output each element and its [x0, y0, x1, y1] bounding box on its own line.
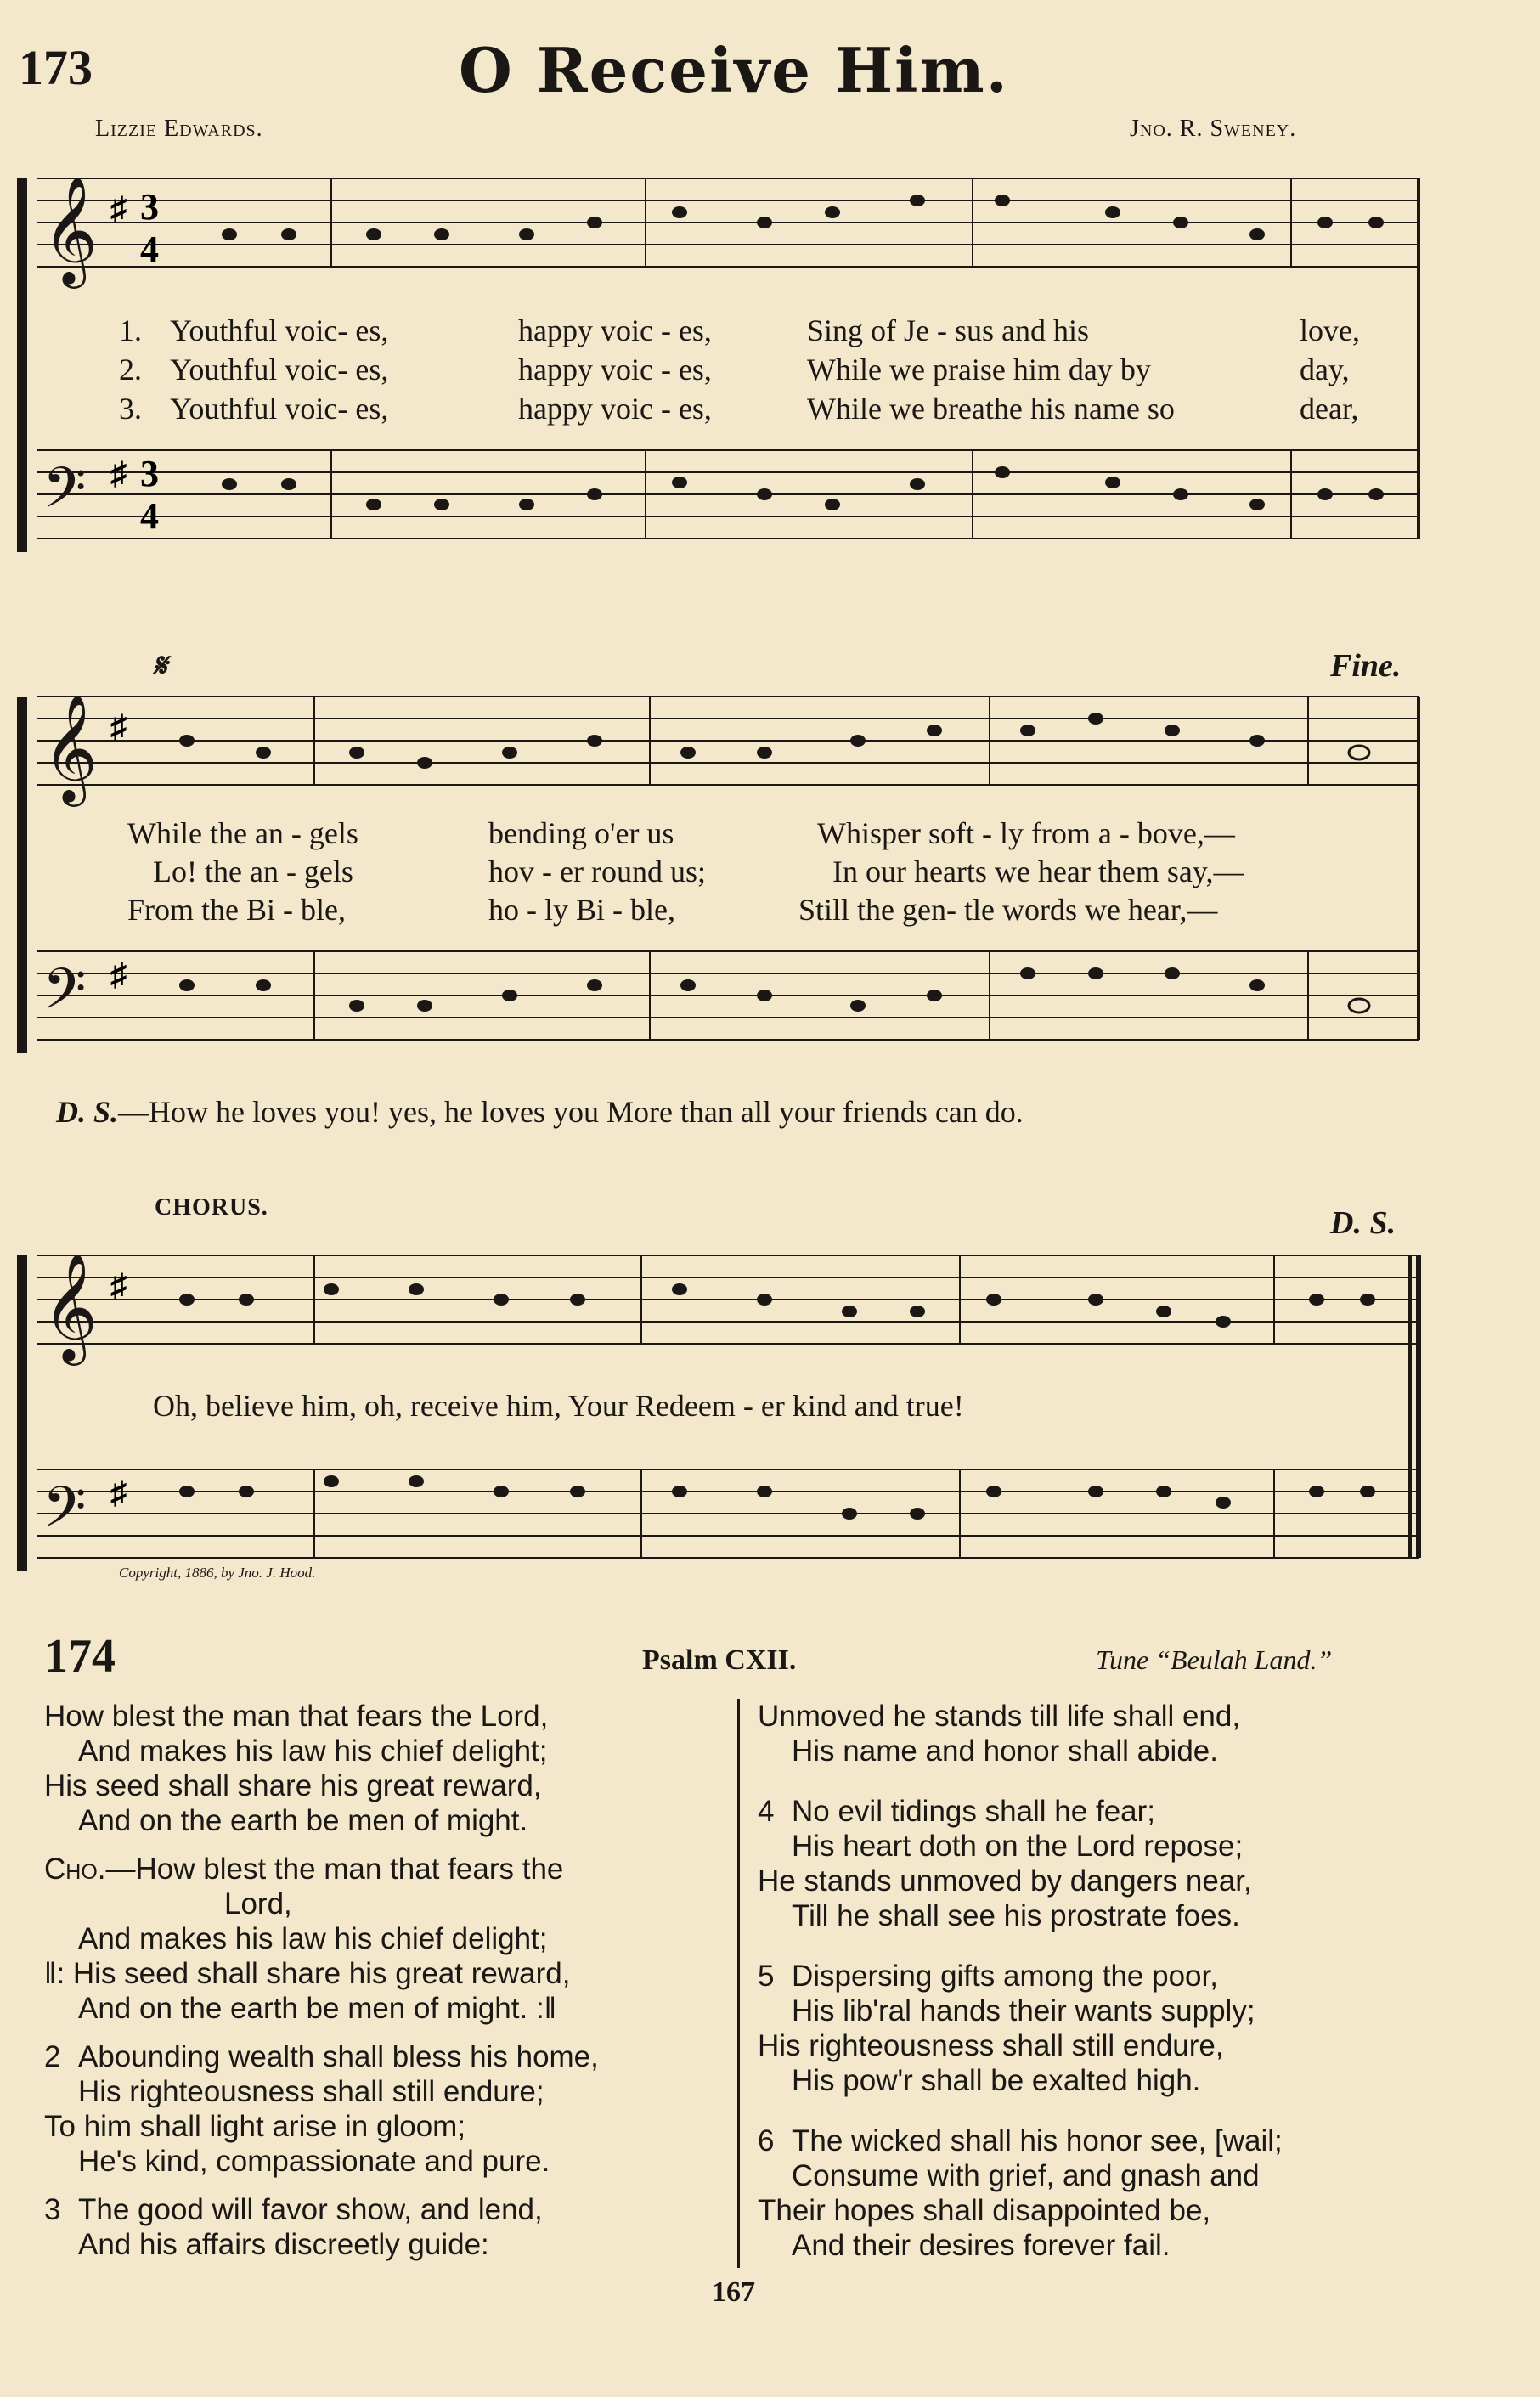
treble-clef-icon: 𝄞 — [42, 1252, 99, 1361]
system-1-noteheads — [222, 195, 1384, 510]
lyric-segment: happy voic - es, — [518, 352, 712, 386]
chorus-abbrev: Cho. — [44, 1853, 106, 1886]
page-number: 167 — [712, 2276, 755, 2308]
stanza-number: 6 — [758, 2124, 775, 2157]
verse-line: How blest the man that fears the Lord, — [44, 1700, 549, 1733]
verse-line: His name and honor shall abide. — [792, 1734, 1218, 1768]
bass-clef-icon: 𝄢 — [42, 455, 87, 534]
stanza-6 — [758, 2123, 1505, 2263]
lyric-segment: Whisper soft - ly from a - bove,— — [817, 816, 1235, 850]
tune-name: Tune “Beulah Land.” — [1096, 1644, 1333, 1675]
ds-prefix: D. S. — [56, 1095, 119, 1129]
verse-number: 2. — [119, 352, 142, 386]
copyright-notice: Copyright, 1886, by Jno. J. Hood. — [119, 1565, 316, 1581]
verse-line: He stands unmoved by dangers near, — [758, 1864, 1252, 1898]
verse-line: His seed shall share his great reward, — [44, 1769, 542, 1802]
treble-clef-icon: 𝄞 — [42, 175, 99, 284]
verse-line: And on the earth be men of might. — [78, 1804, 528, 1837]
lyric-segment: Youthful voic- es, — [170, 313, 389, 347]
key-sharp-icon: ♯ — [110, 709, 127, 745]
lyric-segment: bending o'er us — [488, 816, 674, 850]
stanza-5 — [758, 1959, 1505, 2098]
lyric-segment: In our hearts we hear them say,— — [832, 854, 1244, 888]
key-sharp-icon: ♯ — [110, 1268, 127, 1304]
lyric-segment: Sing of Je - sus and his — [807, 313, 1089, 347]
lyric-segment: dear, — [1300, 392, 1359, 426]
lyric-segment: While we breathe his name so — [807, 392, 1175, 426]
bass-key-sharp-icon: ♯ — [110, 957, 127, 993]
verse-line: The wicked shall his honor see, [wail; — [792, 2124, 1283, 2157]
treble-clef-icon: 𝄞 — [42, 693, 99, 802]
verse-line: Dispersing gifts among the poor, — [792, 1960, 1218, 1993]
ds-mark: D. S. — [1330, 1205, 1396, 1241]
bass-clef-icon: 𝄢 — [42, 956, 87, 1035]
verse-line: Lord, — [224, 1887, 292, 1920]
verse-number: 3. — [119, 392, 142, 426]
verse-line: And on the earth be men of might. :‖ — [78, 1992, 557, 2025]
verse-line: Till he shall see his prostrate foes. — [792, 1899, 1240, 1932]
verse-line: Unmoved he stands till life shall end, — [758, 1700, 1241, 1733]
stanza-number: 5 — [758, 1960, 775, 1993]
lyric-segment: hov - er round us; — [488, 854, 706, 888]
stanza-4 — [758, 1794, 1505, 1933]
verse-line: And makes his law his chief delight; — [78, 1922, 548, 1955]
stanza-2 — [44, 2039, 724, 2179]
verse-line: And makes his law his chief delight; — [78, 1734, 548, 1768]
lyric-segment: happy voic - es, — [518, 313, 712, 347]
stanza-3 — [44, 2192, 724, 2262]
verse-line: His righteousness shall still endure, — [758, 2029, 1224, 2062]
lyric-segment: ho - ly Bi - ble, — [488, 893, 675, 927]
lyricist-credit: Lizzie Edwards. — [95, 116, 263, 142]
lyric-segment: From the Bi - ble, — [127, 893, 346, 927]
verse-number: 1. — [119, 313, 142, 347]
lyric-segment: Youthful voic- es, — [170, 352, 389, 386]
bass-clef-icon: 𝄢 — [42, 1475, 87, 1554]
lyric-segment: Lo! the an - gels — [153, 854, 353, 888]
fine-mark: Fine. — [1330, 648, 1402, 684]
verse-line: —How blest the man that fears the — [105, 1853, 564, 1886]
lyric-segment: Still the gen- tle words we hear,— — [798, 893, 1218, 927]
verse-line: Their hopes shall disappointed be, — [758, 2194, 1211, 2227]
lyric-segment: While we praise him day by — [807, 352, 1151, 386]
segno-mark: 𝄋 — [153, 648, 167, 684]
verse-line: Abounding wealth shall bless his home, — [78, 2040, 599, 2073]
verse-line: His pow'r shall be exalted high. — [792, 2064, 1201, 2097]
bass-time-bottom: 4 — [140, 495, 159, 537]
verse-line: And his affairs discreetly guide: — [78, 2228, 489, 2261]
hymn-title: O Receive Him. — [459, 34, 1009, 106]
psalm-right-column — [758, 1699, 1505, 2263]
time-signature-top: 3 — [140, 186, 159, 228]
verse-line: He's kind, compassionate and pure. — [78, 2145, 550, 2178]
bass-key-sharp-icon: ♯ — [110, 456, 127, 492]
ds-text: —How he loves you! yes, he loves you More than all your friends can do. — [118, 1095, 1024, 1129]
verse-line: ‖: His seed shall share his great reward, — [44, 1957, 571, 1990]
psalm-left-column — [44, 1699, 724, 2262]
lyric-segment: day, — [1300, 352, 1350, 386]
psalm-title: Psalm CXII. — [642, 1644, 797, 1676]
composer-credit: Jno. R. Sweney. — [1130, 116, 1297, 142]
bass-time-top: 3 — [140, 453, 159, 494]
stanza-number: 3 — [44, 2193, 61, 2226]
verse-line: Consume with grief, and gnash and — [792, 2159, 1260, 2192]
chorus-lyric-line: Oh, believe him, oh, receive him, Your Redeem - er kind and true! — [153, 1389, 964, 1423]
lyric-segment: love, — [1300, 313, 1360, 347]
stanza-number: 2 — [44, 2040, 61, 2073]
verse-line: His lib'ral hands their wants supply; — [792, 1994, 1255, 2028]
lyric-segment: While the an - gels — [127, 816, 358, 850]
column-divider — [737, 1699, 740, 2268]
lyric-segment: happy voic - es, — [518, 392, 712, 426]
system-brace — [17, 178, 27, 552]
system-brace — [17, 697, 27, 1053]
bass-key-sharp-icon: ♯ — [110, 1475, 127, 1511]
hymn-number: 173 — [19, 40, 93, 95]
verse-line: And their desires forever fail. — [792, 2229, 1171, 2262]
stanza-1-cont — [758, 1699, 1505, 1768]
stanza-1 — [44, 1699, 724, 1838]
system-brace — [17, 1255, 27, 1571]
time-signature-bottom: 4 — [140, 228, 159, 270]
key-sharp-icon: ♯ — [110, 191, 127, 227]
chorus-stanza — [44, 1852, 724, 2026]
verse-line: His heart doth on the Lord repose; — [792, 1830, 1244, 1863]
verse-line: The good will favor show, and lend, — [78, 2193, 543, 2226]
ds-line — [56, 1094, 1024, 1130]
verse-line: His righteousness shall still endure; — [78, 2075, 544, 2108]
chorus-label: CHORUS. — [155, 1194, 268, 1221]
verse-line: To him shall light arise in gloom; — [44, 2110, 466, 2143]
lyric-segment: Youthful voic- es, — [170, 392, 389, 426]
stanza-number: 4 — [758, 1795, 775, 1828]
verse-line: No evil tidings shall he fear; — [792, 1795, 1155, 1828]
psalm-number: 174 — [44, 1630, 116, 1683]
